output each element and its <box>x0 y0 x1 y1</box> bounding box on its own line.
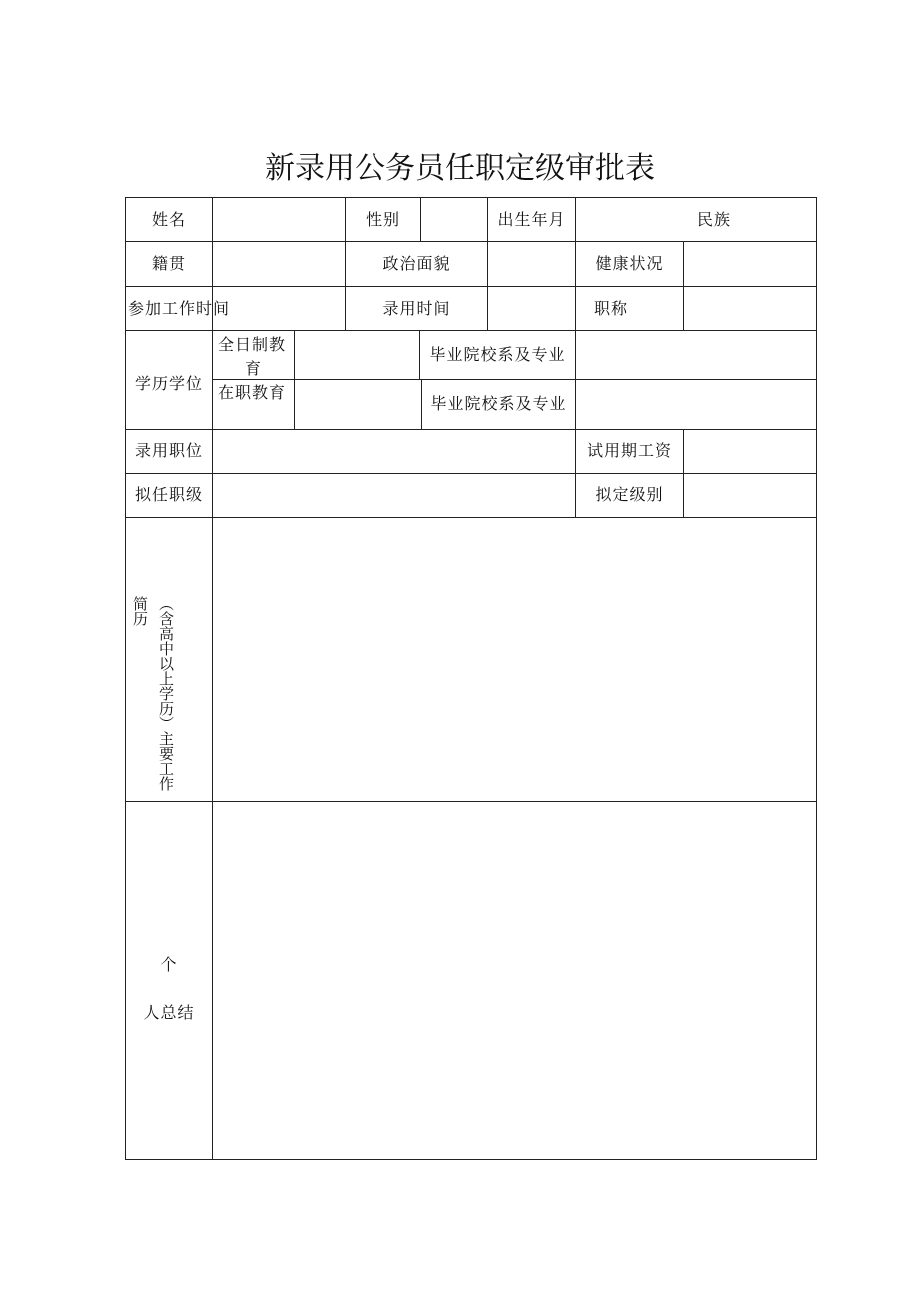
education-degree-label: 学历学位 <box>134 374 203 393</box>
table-border-bottom <box>125 1159 817 1160</box>
native-place-label: 籍贯 <box>151 254 186 273</box>
gender-label: 性别 <box>365 210 400 229</box>
inservice-edu-label: 在职教育 <box>218 383 287 402</box>
name-label: 姓名 <box>151 210 186 229</box>
inservice-edu-field[interactable] <box>295 380 421 429</box>
probation-salary-field[interactable] <box>684 430 816 473</box>
political-status-label: 政治面貌 <box>382 254 451 273</box>
hired-position-label: 录用职位 <box>134 441 203 460</box>
health-field[interactable] <box>684 242 816 286</box>
proposed-position-label: 拟任职级 <box>134 485 203 504</box>
proposed-level-label: 拟定级别 <box>595 485 664 504</box>
work-start-field[interactable] <box>213 287 345 330</box>
job-title-field[interactable] <box>684 287 816 330</box>
political-status-field[interactable] <box>488 242 575 286</box>
hire-time-field[interactable] <box>488 287 575 330</box>
proposed-level-field[interactable] <box>684 474 816 517</box>
school-major-label-1: 毕业院校系及专业 <box>429 345 566 364</box>
fulltime-edu-label-cont: 育 <box>244 359 262 378</box>
gender-field[interactable] <box>421 198 487 241</box>
school-major-label-2: 毕业院校系及专业 <box>430 394 567 413</box>
job-title-label: 职称 <box>593 299 628 318</box>
summary-label-cont: 人总结 <box>143 1003 195 1022</box>
school-major-field-1[interactable] <box>576 331 816 379</box>
resume-label: 简历 <box>131 596 149 626</box>
table-border-right <box>816 197 817 1160</box>
hire-time-label: 录用时间 <box>382 299 451 318</box>
birth-field[interactable] <box>576 198 683 241</box>
fulltime-edu-label: 全日制教 <box>218 335 287 354</box>
resume-field[interactable] <box>213 518 816 801</box>
summary-label: 个 <box>160 955 178 974</box>
summary-field[interactable] <box>213 802 816 1159</box>
school-major-field-2[interactable] <box>576 380 816 429</box>
resume-label-detail: （含高中以上学历）主要工作 <box>157 596 175 791</box>
health-label: 健康状况 <box>595 254 664 273</box>
proposed-position-field[interactable] <box>213 474 575 517</box>
work-start-label: 参加工作时间 <box>128 299 231 318</box>
ethnicity-label: 民族 <box>697 210 732 229</box>
probation-salary-label: 试用期工资 <box>586 441 672 460</box>
native-place-field[interactable] <box>213 242 345 286</box>
fulltime-edu-field[interactable] <box>295 331 419 379</box>
form-title: 新录用公务员任职定级审批表 <box>265 151 655 186</box>
name-field[interactable] <box>213 198 345 241</box>
birth-label: 出生年月 <box>497 210 566 229</box>
hired-position-field[interactable] <box>213 430 575 473</box>
